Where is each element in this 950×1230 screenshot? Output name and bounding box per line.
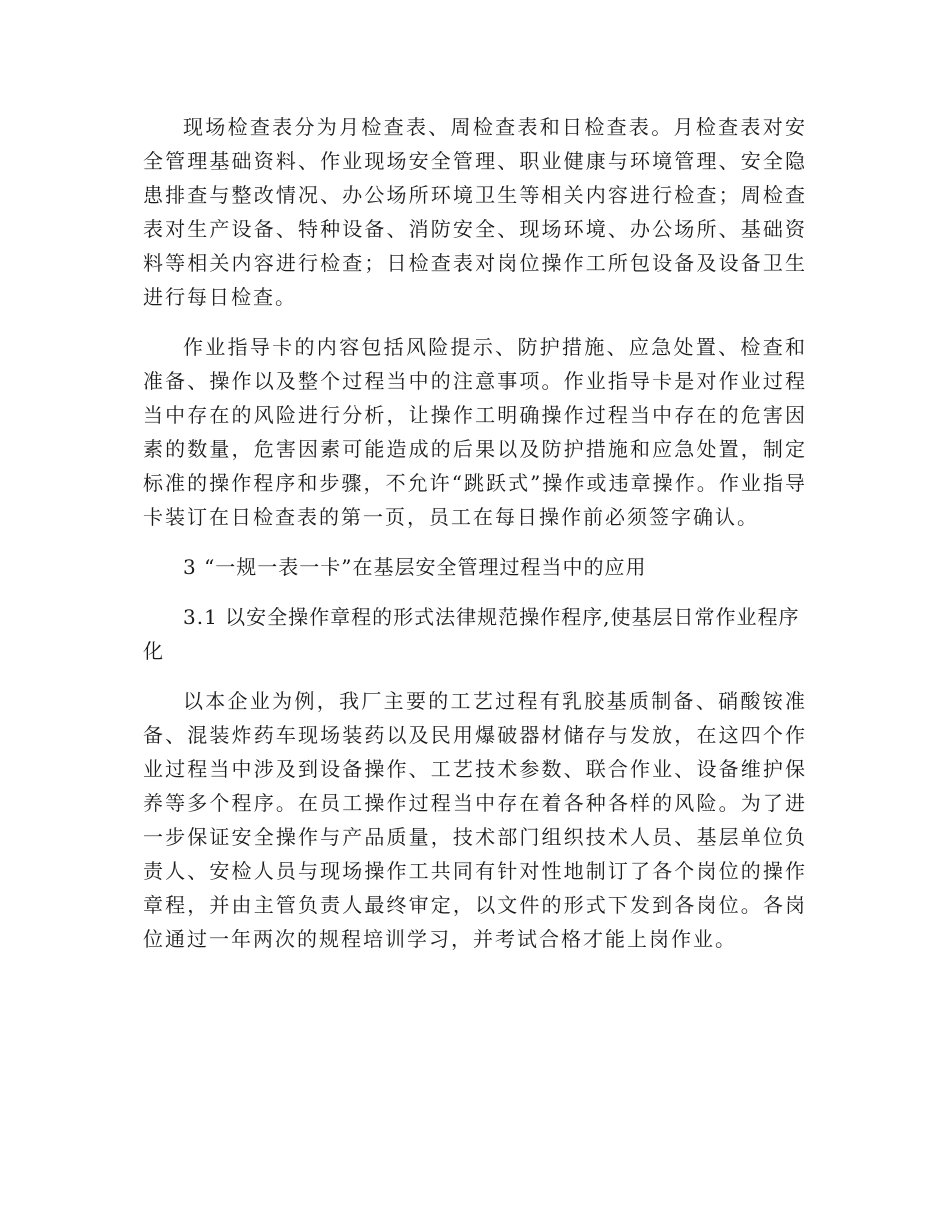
document-body [143, 110, 807, 972]
section-heading: 3 “一规一表一卡”在基层安全管理过程当中的应用 [183, 555, 647, 579]
subsection-heading: 3.1 以安全操作章程的形式法律规范操作程序,使基层日常作业程序化 [143, 605, 800, 663]
paragraph-work-guidance-card: 作业指导卡的内容包括风险提示、防护措施、应急处置、检查和准备、操作以及整个过程当中的注意事项。作业指导卡是对作业过程当中存在的风险进行分析，让操作工明确操作过程当中存在的危害因素的数量，危害因素可能造成的后果以及防护措施和应急处置，制定标准的操作程序和步骤，不允许“跳跃式”操作或违章操作。作业指导卡装订在日检查表的第一页，员工在每日操作前必须签字确认。 [143, 335, 807, 529]
paragraph-inspection-tables: 现场检查表分为月检查表、周检查表和日检查表。月检查表对安全管理基础资料、作业现场安全管理、职业健康与环境管理、安全隐患排查与整改情况、办公场所环境卫生等相关内容进行检查；周检查表对生产设备、特种设备、消防安全、现场环境、办公场所、基础资料等相关内容进行检查；日检查表对岗位操作工所包设备及设备卫生进行每日检查。 [143, 115, 807, 309]
paragraph-enterprise-example: 以本企业为例，我厂主要的工艺过程有乳胶基质制备、硝酸铵准备、混装炸药车现场装药以及民用爆破器材储存与发放，在这四个作业过程当中涉及到设备操作、工艺技术参数、联合作业、设备维护保养等多个程序。在员工操作过程当中存在着各种各样的风险。为了进一步保证安全操作与产品质量，技术部门组织技术人员、基层单位负责人、安检人员与现场操作工共同有针对性地制订了各个岗位的操作章程，并由主管负责人最终审定，以文件的形式下发到各岗位。各岗位通过一年两次的规程培训学习，并考试合格才能上岗作业。 [143, 689, 807, 951]
